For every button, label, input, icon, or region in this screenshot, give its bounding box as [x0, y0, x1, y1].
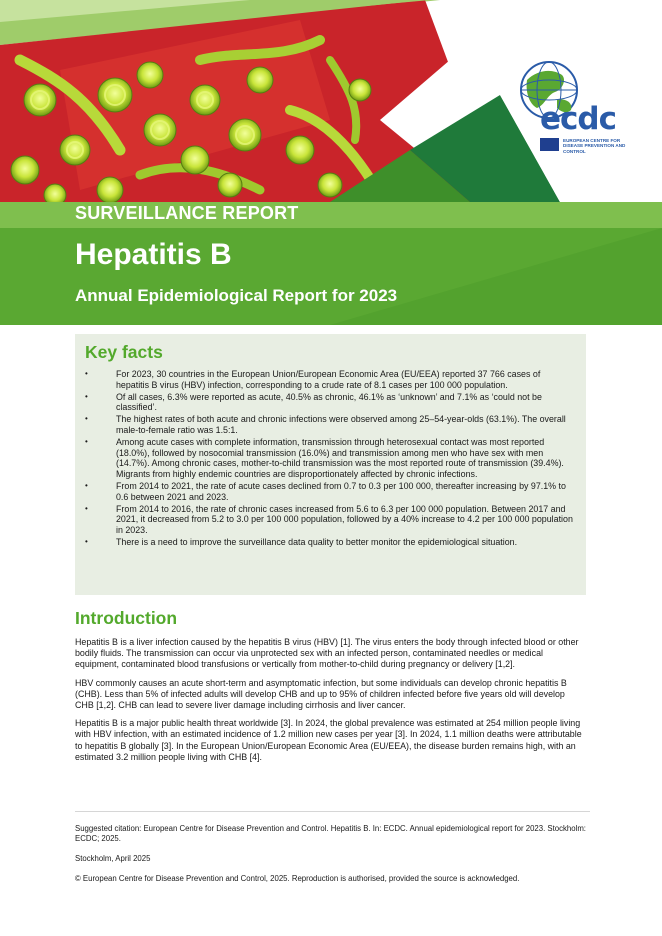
key-fact-item: • From 2014 to 2016, the rate of chronic cases increased from 5.6 to 6.3 per 100 000 population. Between 2017 and 2021, it decreased from 5.2 to 3.0 per 100 000 population, followed by a 40% increase to 4.2 per 100 000 population in 2023.: [85, 504, 574, 536]
key-fact-item: • The highest rates of both acute and chronic infections were observed among 25–54-year-olds (63.1%). The overall male-to-female ratio was 1.5:1.: [85, 414, 574, 436]
introduction-paragraph: Hepatitis B is a liver infection caused by the hepatitis B virus (HBV) [1]. The virus enters the body through infected blood or other bodily fluids. The transmission can occur via unprotected sex with an infected person, contaminated needles or medical equipment, contaminated blood transfusions or vertically from mother-to-child during pregnancy or delivery [1,2].: [75, 637, 579, 670]
key-fact-item: • There is a need to improve the surveillance data quality to better monitor the epidemiological situation.: [85, 537, 574, 548]
key-fact-item: • From 2014 to 2021, the rate of acute cases declined from 0.7 to 0.3 per 100 000, thereafter increasing by 97.1% to 0.6 between 2021 and 2023.: [85, 481, 574, 503]
introduction-paragraph: HBV commonly causes an acute short-term and asymptomatic infection, but some individuals can develop chronic hepatitis B (CHB). Less than 5% of infected adults will develop CHB and up to 95% of children infected before five years old will develop CHB [1,2]. CHB can lead to severe liver damage including cirrhosis and liver cancer.: [75, 677, 567, 711]
key-facts-heading: Key facts: [85, 342, 163, 362]
introduction-section: [75, 608, 586, 770]
report-banner: [0, 0, 662, 325]
key-facts-box: [75, 334, 586, 595]
key-fact-item: • For 2023, 30 countries in the European Union/European Economic Area (EU/EEA) reported 37 766 cases of hepatitis B virus (HBV) infection, corresponding to a crude rate of 8.1 cases per 100 000 population.: [85, 369, 574, 391]
ecdc-logo-word: ecdc: [540, 101, 616, 137]
page-title: Hepatitis B: [75, 238, 232, 271]
introduction-paragraph: Hepatitis B is a major public health threat worldwide [3]. In 2024, the global prevalence was estimated at 254 million people living with HBV infection, with an estimated incidence of 1.2 million new cases per year [3]. In 2024, 1.1 million deaths were attributable to hepatitis B globally [3]. In the European Union/European Economic Area (EU/EEA), the disease burden remains high, with an estimated 3.2 million people living with CHB [4].: [75, 718, 582, 762]
key-fact-item: • Of all cases, 6.3% were reported as acute, 40.5% as chronic, 46.1% as ‘unknown’ and 7.1% as ‘could not be classified’.: [85, 392, 574, 414]
suggested-citation: Suggested citation: European Centre for Disease Prevention and Control. Hepatitis B. In: ECDC. Annual epidemiological report for 2023. Stockholm: ECDC; 2025.: [75, 824, 586, 843]
virus-microscopy-image: [0, 0, 662, 325]
copyright-notice: © European Centre for Disease Prevention and Control, 2025. Reproduction is authorised, provided the source is acknowledged.: [75, 874, 520, 883]
report-type: SURVEILLANCE REPORT: [75, 203, 299, 223]
key-facts-list: [85, 369, 574, 548]
ecdc-logo-subtitle: EUROPEAN CENTRE FOR DISEASE PREVENTION AND CONTROL: [563, 138, 626, 154]
footer-divider: [75, 811, 590, 812]
place-date: Stockholm, April 2025: [75, 854, 151, 863]
page-subtitle: Annual Epidemiological Report for 2023: [75, 286, 398, 305]
footer: [75, 824, 590, 894]
eu-flag-icon: [540, 138, 559, 151]
key-fact-item: • Among acute cases with complete information, transmission through heterosexual contact was most reported (18.0%), followed by nosocomial transmission (16.0%) and transmission among men who have sex with men (14.7%). Among chronic cases, mother-to-child transmission was the most reported route of transmission (39.4%). Migrants from highly endemic countries are disproportionately affected by chronic infections.: [85, 437, 574, 480]
introduction-heading: Introduction: [75, 608, 178, 628]
